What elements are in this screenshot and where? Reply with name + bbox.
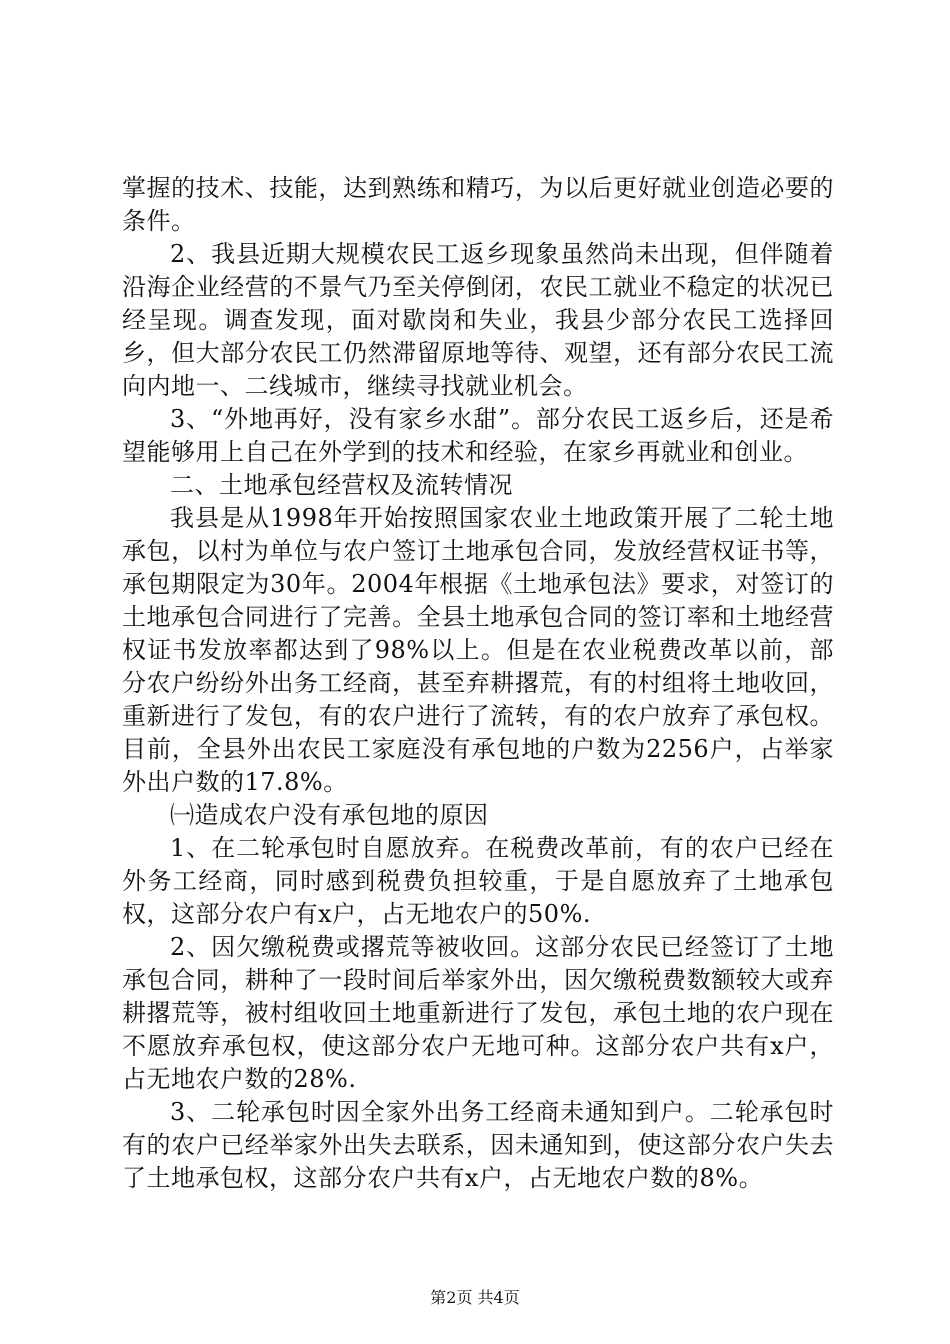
paragraph-item-3: 3、“外地再好，没有家乡水甜”。部分农民工返乡后，还是希望能够用上自己在外学到的技术和经验，在家乡再就业和创业。 <box>122 405 834 466</box>
subsection-heading: ㈠造成农户没有承包地的原因 <box>170 801 489 829</box>
section-heading: 二、土地承包经营权及流转情况 <box>170 471 513 499</box>
page-number: 第2页 共4页 <box>430 1288 520 1307</box>
page-footer <box>0 1288 950 1308</box>
paragraph-reason-2: 2、因欠缴税费或撂荒等被收回。这部分农民已经签订了土地承包合同，耕种了一段时间后举家外出，因欠缴税费数额较大或弃耕撂荒等，被村组收回土地重新进行了发包，承包土地的农户现在不愿放弃承包权，使这部分农户无地可种。这部分农户共有x户，占无地农户数的28%. <box>122 933 834 1093</box>
paragraph-reason-1: 1、在二轮承包时自愿放弃。在税费改革前，有的农户已经在外务工经商，同时感到税费负担较重，于是自愿放弃了土地承包权，这部分农户有x户，占无地农户的50%. <box>122 834 834 928</box>
document-body <box>122 172 834 1195</box>
paragraph-item-2: 2、我县近期大规模农民工返乡现象虽然尚未出现，但伴随着沿海企业经营的不景气乃至关停倒闭，农民工就业不稳定的状况已经呈现。调查发现，面对歇岗和失业，我县少部分农民工选择回乡，但大部分农民工仍然滞留原地等待、观望，还有部分农民工流向内地一、二线城市，继续寻找就业机会。 <box>122 240 834 400</box>
paragraph-land-contract: 我县是从1998年开始按照国家农业土地政策开展了二轮土地承包，以村为单位与农户签订土地承包合同，发放经营权证书等，承包期限定为30年。2004年根据《土地承包法》要求，对签订的土地承包合同进行了完善。全县土地承包合同的签订率和土地经营权证书发放率都达到了98%以上。但是在农业税费改革以前，部分农户纷纷外出务工经商，甚至弃耕撂荒，有的村组将土地收回，重新进行了发包，有的农户进行了流转，有的农户放弃了承包权。目前，全县外出农民工家庭没有承包地的户数为2256户，占举家外出户数的17.8%。 <box>122 504 834 796</box>
paragraph-continuation: 掌握的技术、技能，达到熟练和精巧，为以后更好就业创造必要的条件。 <box>122 174 834 235</box>
paragraph-reason-3: 3、二轮承包时因全家外出务工经商未通知到户。二轮承包时有的农户已经举家外出失去联系，因未通知到，使这部分农户失去了土地承包权，这部分农户共有x户，占无地农户数的8%。 <box>122 1098 834 1192</box>
